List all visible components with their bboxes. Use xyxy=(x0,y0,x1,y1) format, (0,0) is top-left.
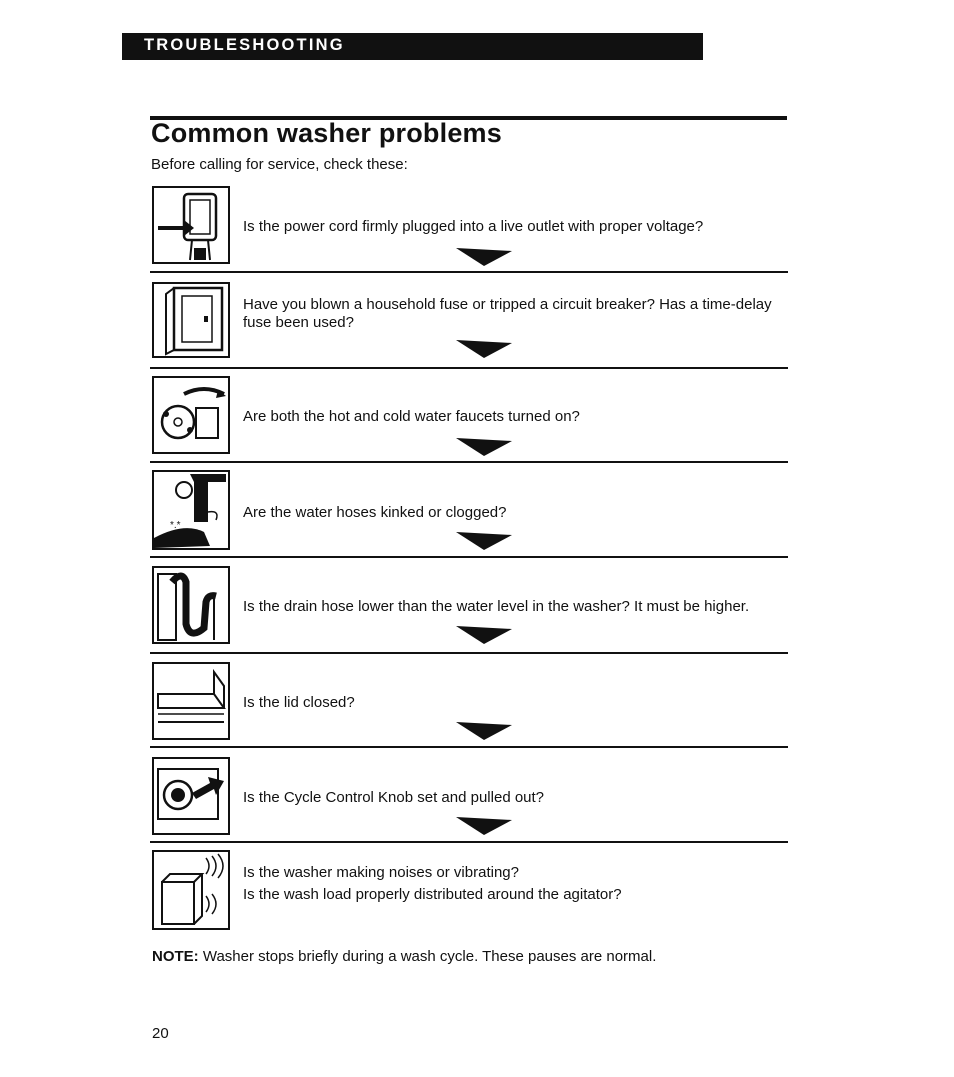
divider xyxy=(150,746,788,748)
down-arrow-icon xyxy=(456,248,512,266)
page-title: Common washer problems xyxy=(151,118,502,148)
check-item-power-cord xyxy=(150,186,788,274)
down-arrow-icon xyxy=(456,532,512,550)
down-arrow-icon xyxy=(456,722,512,740)
check-item-lid xyxy=(150,662,788,750)
check-text: Is the washer making noises or vibrating? xyxy=(243,864,519,881)
divider xyxy=(150,841,788,843)
down-arrow-icon xyxy=(456,340,512,358)
divider xyxy=(150,271,788,273)
water-hose-icon xyxy=(152,470,230,550)
check-text: Is the drain hose lower than the water level in the washer? It must be higher. xyxy=(243,598,750,615)
cycle-knob-icon xyxy=(152,757,230,835)
divider xyxy=(150,652,788,654)
note-text: Washer stops briefly during a wash cycle. These pauses are normal. xyxy=(198,948,657,965)
page-number: 20 xyxy=(152,1025,169,1042)
check-item-vibration xyxy=(150,850,788,934)
check-text-secondary: Is the wash load properly distributed around the agitator? xyxy=(243,886,622,903)
divider xyxy=(150,461,788,463)
check-text: Is the Cycle Control Knob set and pulled out? xyxy=(243,789,545,806)
vibrating-washer-icon xyxy=(152,850,230,930)
check-text: Are the water hoses kinked or clogged? xyxy=(243,504,507,521)
down-arrow-icon xyxy=(456,438,512,456)
section-header-bar xyxy=(122,33,703,60)
check-item-faucets xyxy=(150,376,788,464)
intro-text: Before calling for service, check these: xyxy=(151,156,408,173)
svg-text:*.*: *.* xyxy=(170,520,181,531)
water-faucet-icon xyxy=(152,376,230,454)
section-label: TROUBLESHOOTING xyxy=(144,36,345,54)
check-text: Are both the hot and cold water faucets turned on? xyxy=(243,408,580,425)
power-plug-icon xyxy=(152,186,230,264)
check-item-drain-hose xyxy=(150,566,788,654)
fuse-box-icon xyxy=(152,282,230,358)
drain-hose-icon xyxy=(152,566,230,644)
note xyxy=(152,948,656,965)
check-text: Is the lid closed? xyxy=(243,694,355,711)
check-text: Have you blown a household fuse or tripped a circuit breaker? Has a time-delay fuse been used? xyxy=(243,296,772,331)
check-item-hoses xyxy=(150,470,788,558)
check-text: Is the power cord firmly plugged into a live outlet with proper voltage? xyxy=(243,218,704,235)
check-item-fuse xyxy=(150,282,788,370)
note-label: NOTE: xyxy=(152,948,199,965)
down-arrow-icon xyxy=(456,817,512,835)
divider xyxy=(150,367,788,369)
down-arrow-icon xyxy=(456,626,512,644)
divider xyxy=(150,556,788,558)
check-item-cycle-knob xyxy=(150,757,788,845)
washer-lid-icon xyxy=(152,662,230,740)
